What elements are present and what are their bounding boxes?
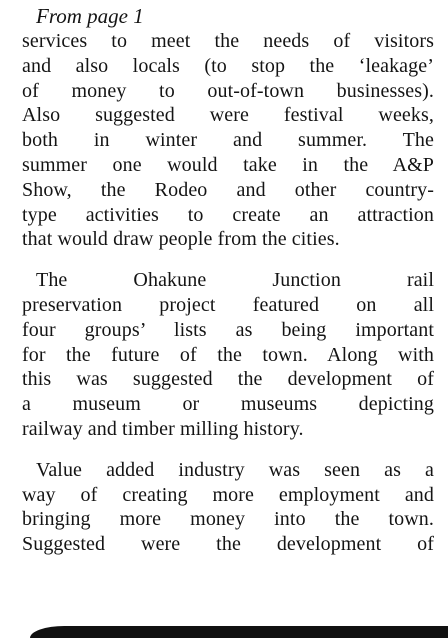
text-line: bringing more money into the town.: [22, 508, 434, 531]
text-line: and also locals (to stop the ‘leakage’: [22, 54, 434, 77]
text-line: four groups’ lists as being important: [22, 318, 434, 341]
text-line: type activities to create an attraction: [22, 203, 434, 226]
text-line: this was suggested the development of: [22, 368, 434, 391]
text-line: Show, the Rodeo and other country-: [22, 178, 434, 201]
text-line: summer one would take in the A&P: [22, 153, 434, 176]
text-line: railway and timber milling history.: [22, 417, 304, 440]
text-line: a museum or museums depicting: [22, 393, 434, 416]
text-line: services to meet the needs of visitors: [22, 30, 434, 52]
text-line: Suggested were the development of: [22, 533, 434, 556]
text-line: The Ohakune Junction rail: [36, 269, 434, 292]
paragraph-2: [22, 268, 434, 442]
text-line: Value added industry was seen as a: [36, 458, 434, 481]
text-line: way of creating more employment and: [22, 483, 434, 506]
article-column: [22, 0, 434, 557]
text-line: of money to out-of-town businesses).: [22, 79, 434, 102]
text-line: that would draw people from the cities.: [22, 228, 340, 251]
paragraph-3: [22, 458, 434, 557]
continuation-label: From page 1: [36, 4, 144, 28]
text-line: preservation project featured on all: [22, 293, 434, 316]
text-line: Also suggested were festival weeks,: [22, 104, 434, 127]
text-line: for the future of the town. Along with: [22, 343, 434, 366]
text-line: both in winter and summer. The: [22, 129, 434, 152]
page-bottom-border: [30, 626, 448, 638]
paragraph-1: [22, 29, 434, 252]
